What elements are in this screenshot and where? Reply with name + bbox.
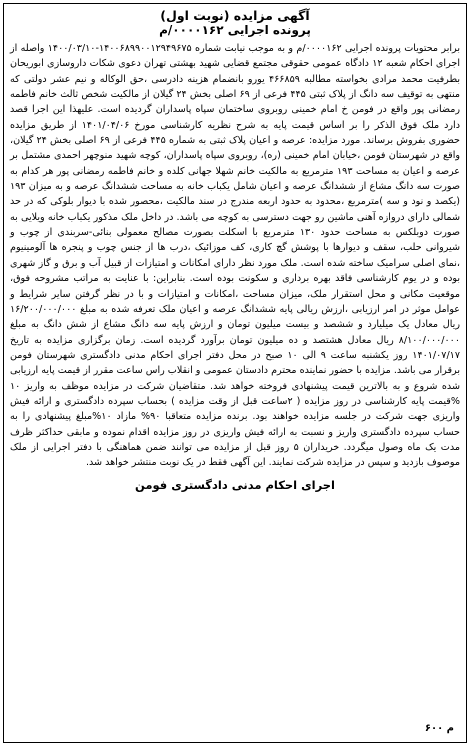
notice-code: م ۶۰۰ [424,723,454,734]
notice-title: آگهی مزایده (نوبت اول) [160,8,310,23]
issuer-signature: اجرای احکام مدنی دادگستری فومن [135,477,335,492]
notice-frame [3,3,467,743]
case-number: پرونده اجرایی ۰۰۰۰۱۶۲/م [159,23,311,37]
notice-body: برابر محتویات پرونده اجرایی ۰۰۰۰۱۶۲/م و به موجب نیابت شماره ۱۴۰۰۶۸۹۹۰۰۱۲۹۴۹۶۷۵-۱۴۰۰/۰۳/۱۰ واصله از اجرای احکام شعبه ۱۲ دادگاه عمومی حقوقی مجتمع قضایی شهید بهشتی تهران دعوی شکات داروسازی ابوریحان بطرفیت محمد مرادی بخواسته مطالبه ۴۶۶۸۵۹ یورو بانضمام هزینه دادرسی ،حق الوکاله و نیم عشر دولتی که منتهی به توقیف سه دانگ از پلاک ثبتی ۴۴۵ فرعی از ۶۹ اصلی بخش ۲۴ گیلان از مالکیت شخص ثالث خانم فاطمه رمضانی پور واقع در فومن خ امام خمینی روبروی ساختمان سپاه پاسداران گردیده است. علیهذا این اجرا قصد دارد ملک فوق الذکر را بر اساس قیمت پایه به شرح نظریه کارشناسی مورخ ۱۴۰۱/۰۴/۰۶ از طریق مزایده حضوری بفروش برساند. مورد مزایده: عرصه و اعیان پلاک ثبتی به شماره ۴۴۵ فرعی از ۶۹ اصلی بخش ۲۴ گیلان، واقع در شهرستان فومن ،خیابان امام خمینی (ره)، روبروی سپاه پاسداران، کوچه شهید منوچهر احمدی مشتمل بر عرصه و اعیان به مساحت ۱۹۳ مترمربع به مالکیت خانم شهلا جهانی کلده و خانم فاطمه رمضانی پور هر کدام به صورت سه دانگ مشاع از ششدانگ عرصه و اعیان شامل یکباب خانه به مساحت ششدانگ عرصه و به میزان ۱۹۳ (یکصد و نود و سه )مترمربع ،محدود به حدود اربعه مندرج در سند مالکیت ،محصور شده با دیوار بلوکی که در حد شمالی دارای دروازه آهنی ماشین رو جهت دسترسی به کوچه می باشد. در داخل ملک مذکور یکباب خانه ویلایی به صورت دوبلکس به مساحت حدود ۱۳۰ مترمربع با اسکلت بصورت مصالح معمولی بنائی-سربندی از چوب و شیروانی حلب، سقف و دیوارها با پوشش گچ کاری، کف موزائیک ،درب ها از جنس چوب و پنجره ها آلومینیوم ،نمای اصلی سرامیک ساخته شده است. ملک مورد نظر دارای امکانات و امتیازات از قبیل آب و برق و گاز شهری بوده و در یوم کارشناسی فاقد بهره برداری و سکونت بوده است. بنابراین: با عنایت به مراتب مشروحه فوق، موقعیت مکانی و محل استقرار ملک، میزان مساحت ،امکانات و امتیازات و با در نظر گرفتن سایر شرایط و عوامل موثر در امر ارزیابی ،ارزش ریالی پایه ششدانگ عرصه و اعیان ملک تعرفه شده به مبلغ ۱۶/۲۰۰/۰۰۰/۰۰۰ ریال معادل یک میلیارد و ششصد و بیست میلیون تومان و ارزش پایه سه دانگ مشاع از شش دانگ به مبلغ ۸/۱۰۰/۰۰۰/۰۰۰ ریال معادل هشتصد و ده میلیون تومان برآورد گردیده است. زمان برگزاری مزایده به تاریخ ۱۴۰۱/۰۷/۱۷ روز یکشنبه ساعت ۹ الی ۱۰ صبح در محل دفتر اجرای احکام مدنی دادگستری شهرستان فومن برقرار می باشد. مزایده با حضور نماینده محترم دادستان عمومی و انقلاب راس ساعت مقرر از قیمت پایه ارزیابی شده شروع و به بالاترین قیمت پیشنهادی فروخته خواهد شد. متقاضیان شرکت در مزایده موظف به واریز ۱۰ %قیمت پایه کارشناسی در روز مزایده ( ۲ساعت قبل از وقت مزایده ) بحساب سپرده دادگستری و ارائه فیش واریزی جهت شرکت در جلسه مزایده خواهند بود. برنده مزایده متعاقبا ۹۰% مازاد ۱۰%مبلغ پیشنهادی را به حساب سپرده دادگستری واریز و نسبت به ارائه فیش واریزی در روز مزایده اقدام نموده و مابقی حداکثر ظرف مدت یک ماه وصول میگردد. خریداران ۵ روز قبل از مزایده می توانند ضمن هماهنگی با دفتر اجرایی از ملک موصوف بازدید و سپس در مزایده شرکت نمایند. این آگهی فقط در یک نوبت منتشر خواهد شد. [10,43,461,469]
